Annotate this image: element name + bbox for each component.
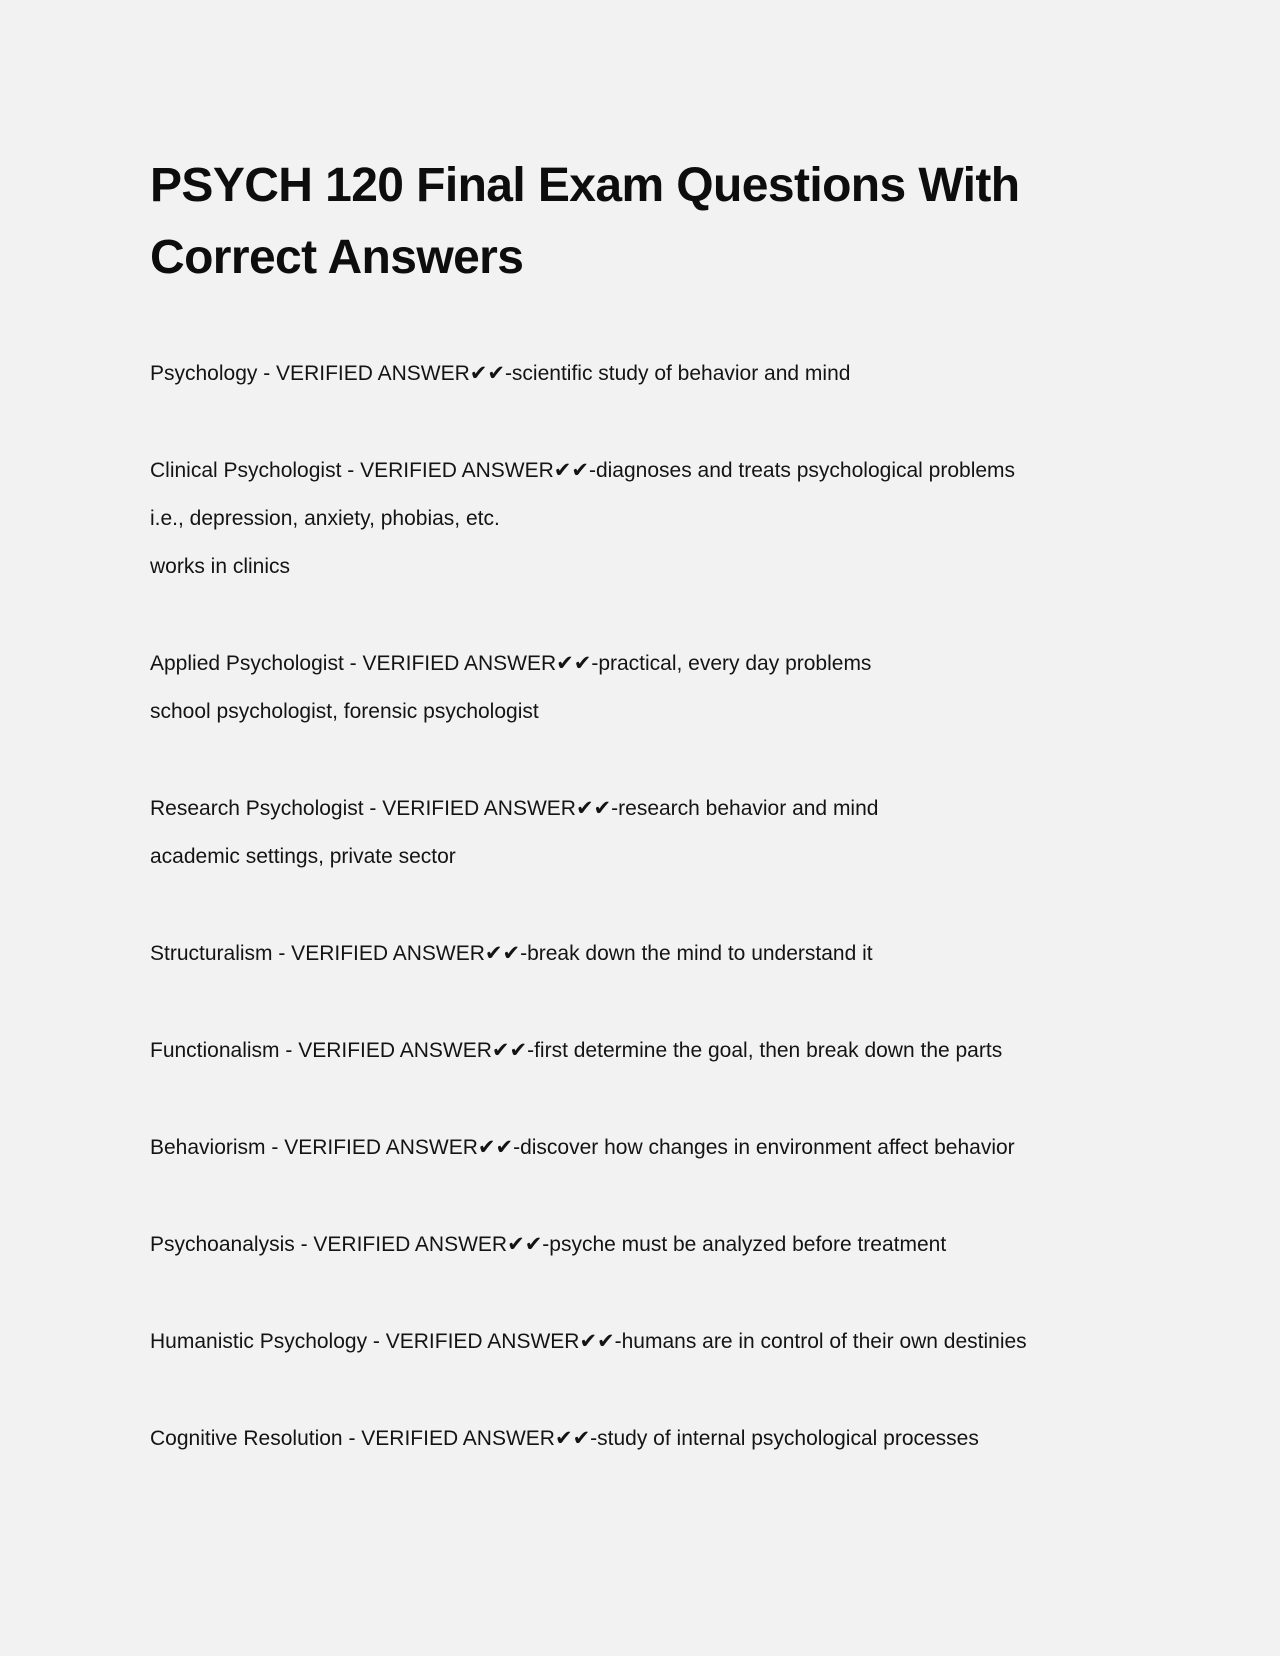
qa-entry-line: Research Psychologist - VERIFIED ANSWER✔✔-research behavior and mind bbox=[150, 797, 879, 820]
qa-entry bbox=[150, 930, 1150, 978]
qa-entry bbox=[150, 447, 1150, 591]
document-title: PSYCH 120 Final Exam Questions With Correct Answers bbox=[150, 159, 1020, 284]
qa-entry bbox=[150, 1221, 1150, 1269]
qa-entry bbox=[150, 1318, 1150, 1366]
qa-entry-line: Applied Psychologist - VERIFIED ANSWER✔✔-practical, every day problems bbox=[150, 652, 872, 675]
qa-entry bbox=[150, 350, 1150, 398]
qa-entry-line: Humanistic Psychology - VERIFIED ANSWER✔✔-humans are in control of their own destinies bbox=[150, 1330, 1027, 1353]
qa-entry-line: Psychology - VERIFIED ANSWER✔✔-scientific study of behavior and mind bbox=[150, 362, 851, 385]
qa-entry bbox=[150, 1124, 1150, 1172]
qa-entry-line: Behaviorism - VERIFIED ANSWER✔✔-discover how changes in environment affect behavior bbox=[150, 1136, 1015, 1159]
qa-entry-list bbox=[150, 350, 1150, 1463]
qa-entry bbox=[150, 640, 1150, 736]
qa-entry-line: Psychoanalysis - VERIFIED ANSWER✔✔-psyche must be analyzed before treatment bbox=[150, 1233, 947, 1256]
qa-entry-line: Structuralism - VERIFIED ANSWER✔✔-break down the mind to understand it bbox=[150, 942, 873, 965]
qa-entry-line: Functionalism - VERIFIED ANSWER✔✔-first determine the goal, then break down the parts bbox=[150, 1039, 1003, 1062]
qa-entry bbox=[150, 1027, 1150, 1075]
qa-entry-line: academic settings, private sector bbox=[150, 845, 456, 868]
qa-entry bbox=[150, 785, 1150, 881]
qa-entry-line: i.e., depression, anxiety, phobias, etc. bbox=[150, 507, 500, 530]
qa-entry-line: Cognitive Resolution - VERIFIED ANSWER✔✔-study of internal psychological processes bbox=[150, 1427, 979, 1450]
qa-entry-line: Clinical Psychologist - VERIFIED ANSWER✔✔-diagnoses and treats psychological problems bbox=[150, 459, 1016, 482]
qa-entry bbox=[150, 1415, 1150, 1463]
qa-entry-line: works in clinics bbox=[150, 555, 291, 578]
qa-entry-line: school psychologist, forensic psychologist bbox=[150, 700, 539, 723]
